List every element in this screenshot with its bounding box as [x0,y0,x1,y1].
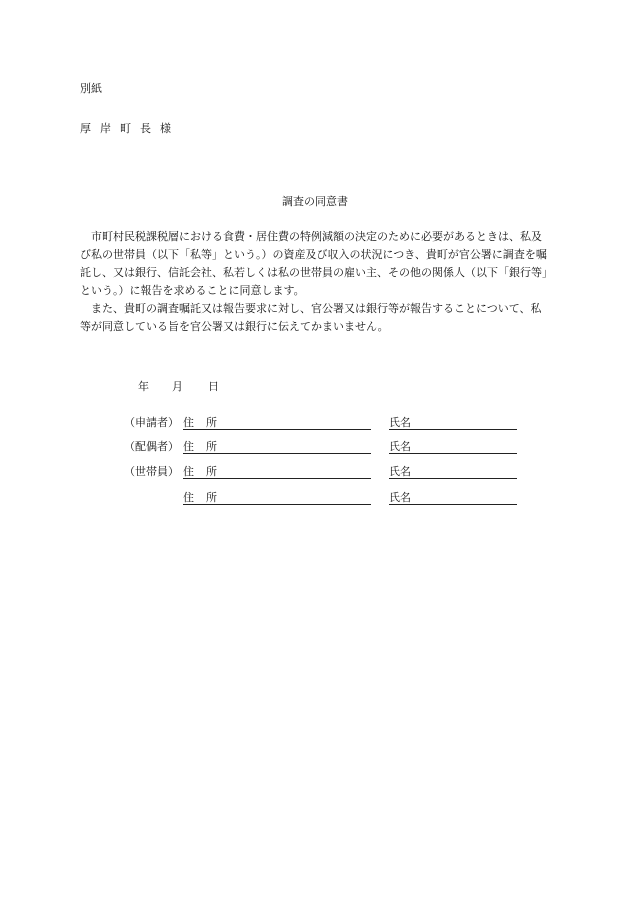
date-day-label: 日 [208,380,219,393]
signature-row-spouse [0,438,630,456]
document-title: 調査の同意書 [282,195,348,208]
name-label: 氏名 [389,440,411,453]
signature-row-household-member-2 [0,489,630,507]
address-label: 住所 [183,491,229,504]
address-label: 住所 [183,440,229,453]
name-field[interactable] [389,504,517,505]
consent-paragraph-1: 市町村民税課税層における食費・居住費の特例減額の決定のために必要があるときは、私及び私の世帯員（以下「私等」という。）の資産及び収入の状況につき、貴町が官公署に調査を嘱託し、又は銀行、信託会社、私若しくは私の世帯員の雇い主、その他の関係人（以下「銀行等」という。）に報告を求めることに同意します。 [80,230,548,297]
signature-role: （配偶者） [124,440,179,453]
signature-row-household-member [0,463,630,481]
name-label: 氏名 [389,491,411,504]
date-month-label: 月 [172,380,183,393]
attachment-label: 別紙 [80,82,102,95]
date-year-label: 年 [138,380,149,393]
name-label: 氏名 [389,416,411,429]
address-field[interactable] [183,429,371,430]
signature-role: （申請者） [124,416,179,429]
address-label: 住所 [183,465,229,478]
name-field[interactable] [389,429,517,430]
address-field[interactable] [183,453,371,454]
address-label: 住所 [183,416,229,429]
name-label: 氏名 [389,465,411,478]
name-field[interactable] [389,453,517,454]
addressee: 厚岸町長様 [80,122,180,135]
address-field[interactable] [183,504,371,505]
consent-paragraph-2: また、貴町の調査嘱託又は報告要求に対し、官公署又は銀行等が報告することについて、私等が同意している旨を官公署又は銀行に伝えてかまいません。 [80,302,542,333]
signature-role: （世帯員） [124,465,179,478]
name-field[interactable] [389,478,517,479]
signature-row-applicant [0,414,630,432]
address-field[interactable] [183,478,371,479]
